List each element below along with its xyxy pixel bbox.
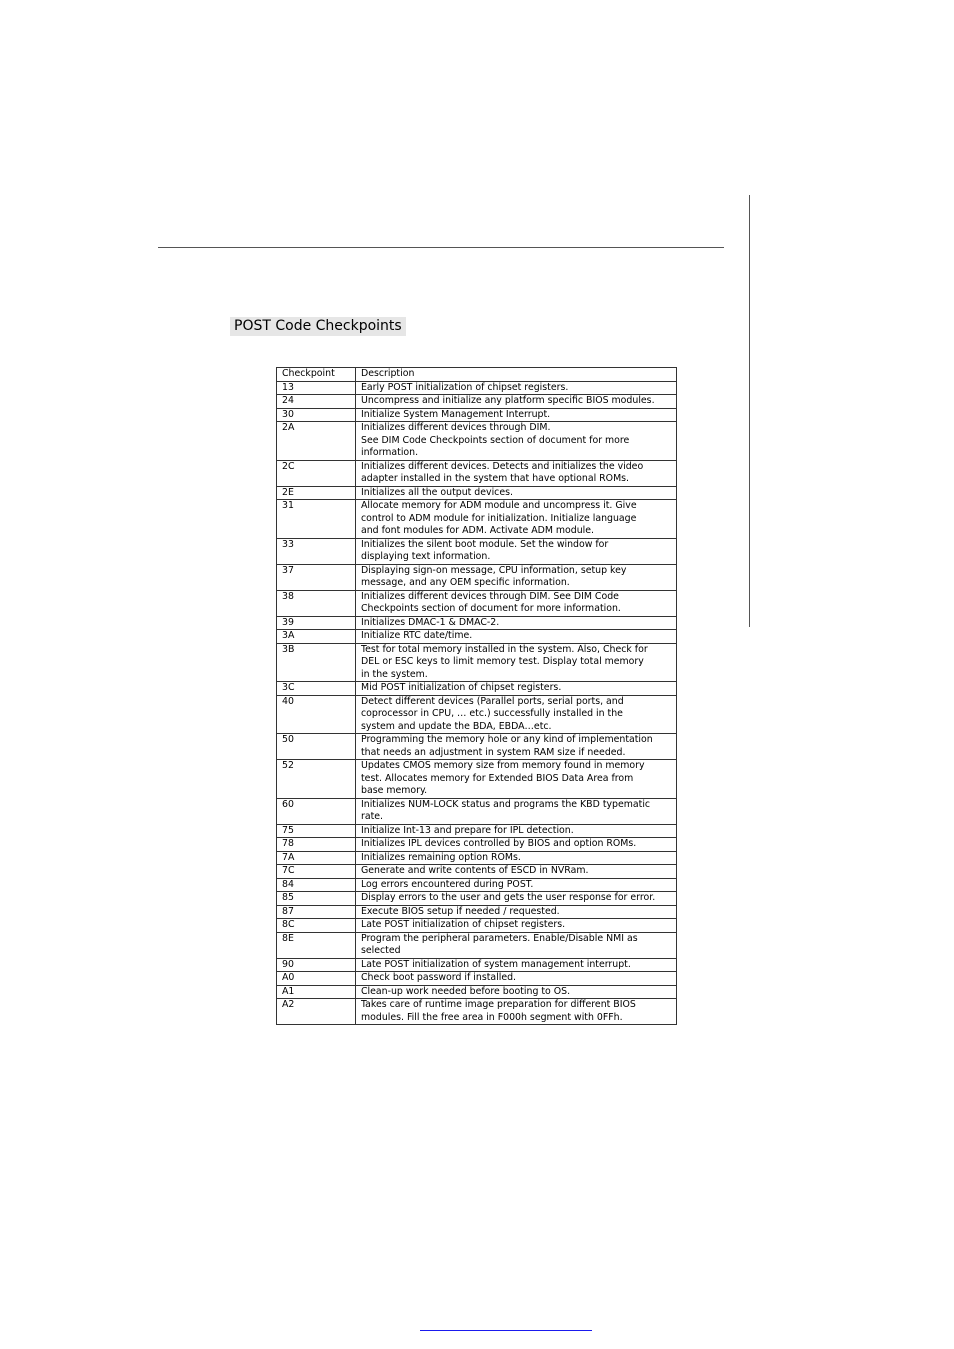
checkpoint-code: A2 [277, 999, 356, 1025]
description-line: Execute BIOS setup if needed / requested. [361, 905, 560, 917]
description-line: Initializes all the output devices. [361, 486, 513, 498]
description-line: Uncompress and initialize any platform specific BIOS modules. [361, 395, 655, 406]
checkpoint-code: 3A [277, 630, 356, 644]
checkpoint-code: 87 [277, 905, 356, 919]
checkpoint-description [356, 905, 677, 919]
table-row [277, 878, 677, 892]
checkpoint-code: 2C [277, 460, 356, 486]
table-row [277, 892, 677, 906]
table-row [277, 760, 677, 799]
checkpoint-description [356, 851, 677, 865]
table-row [277, 538, 677, 564]
description-line: modules. Fill the free area in F000h segment with 0FFh. [361, 1011, 623, 1023]
table-row [277, 630, 677, 644]
description-line: selected [361, 945, 401, 956]
checkpoint-description [356, 682, 677, 696]
description-line: Initializes NUM-LOCK status and programs the KBD typematic [361, 798, 651, 810]
checkpoint-code: A0 [277, 972, 356, 986]
checkpoint-description [356, 422, 677, 461]
description-line: Late POST initialization of chipset registers. [361, 919, 566, 930]
checkpoint-description [356, 564, 677, 590]
table-row [277, 851, 677, 865]
checkpoint-code: 33 [277, 538, 356, 564]
table-row [277, 972, 677, 986]
table-row [277, 590, 677, 616]
checkpoint-code: 13 [277, 381, 356, 395]
checkpoint-description [356, 999, 677, 1025]
checkpoint-code: 84 [277, 878, 356, 892]
checkpoint-description [356, 824, 677, 838]
checkpoint-description [356, 500, 677, 539]
checkpoint-description [356, 408, 677, 422]
checkpoint-code: 7C [277, 865, 356, 879]
checkpoint-description [356, 892, 677, 906]
description-line: coprocessor in CPU, … etc.) successfully installed in the [361, 708, 623, 719]
description-line: Test for total memory installed in the system. Also, Check for [361, 643, 648, 655]
section-title: POST Code Checkpoints [230, 317, 406, 336]
checkpoint-description [356, 878, 677, 892]
header-description: Description [356, 368, 677, 382]
description-line: Check boot password if installed. [361, 972, 517, 983]
table-row [277, 616, 677, 630]
table-row [277, 395, 677, 409]
table-row [277, 905, 677, 919]
description-line: Initialize RTC date/time. [361, 630, 473, 641]
table-row [277, 919, 677, 933]
description-line: information. [361, 447, 419, 458]
description-line: Programming the memory hole or any kind of implementation [361, 734, 653, 745]
table-row [277, 682, 677, 696]
checkpoint-description [356, 838, 677, 852]
description-line: Program the peripheral parameters. Enable/Disable NMI as [361, 932, 638, 944]
table-body [277, 381, 677, 1025]
checkpoint-description [356, 630, 677, 644]
table-row [277, 824, 677, 838]
header-checkpoint: Checkpoint [277, 368, 356, 382]
table-row [277, 798, 677, 824]
table-row [277, 422, 677, 461]
checkpoint-code: 75 [277, 824, 356, 838]
description-line: Generate and write contents of ESCD in NVRam. [361, 865, 589, 876]
checkpoint-description [356, 460, 677, 486]
checkpoint-description [356, 932, 677, 958]
checkpoint-code: 7A [277, 851, 356, 865]
description-line: Mid POST initialization of chipset registers. [361, 682, 562, 693]
description-line: Initializes IPL devices controlled by BIOS and option ROMs. [361, 838, 637, 849]
checkpoint-code: 8E [277, 932, 356, 958]
checkpoint-description [356, 381, 677, 395]
table-header-row [277, 368, 677, 382]
checkpoint-code: 24 [277, 395, 356, 409]
table-row [277, 500, 677, 539]
description-line: Initializes different devices. Detects and initializes the video [361, 460, 644, 472]
checkpoint-code: 2E [277, 486, 356, 500]
table-row [277, 932, 677, 958]
checkpoint-description [356, 616, 677, 630]
description-line: in the system. [361, 668, 428, 680]
description-line: Initializes different devices through DIM. [361, 422, 551, 433]
description-line: Clean-up work needed before booting to OS. [361, 985, 571, 997]
post-code-table [276, 367, 677, 1025]
checkpoint-description [356, 985, 677, 999]
checkpoint-code: 38 [277, 590, 356, 616]
checkpoint-description [356, 958, 677, 972]
description-line: adapter installed in the system that have optional ROMs. [361, 473, 630, 484]
checkpoint-description [356, 865, 677, 879]
checkpoint-code: 60 [277, 798, 356, 824]
checkpoint-code: 52 [277, 760, 356, 799]
checkpoint-description [356, 972, 677, 986]
checkpoint-code: 2A [277, 422, 356, 461]
footer-link-underline[interactable] [420, 1330, 592, 1331]
description-line: Initialize System Management Interrupt. [361, 408, 551, 420]
description-line: Takes care of runtime image preparation for different BIOS [361, 999, 636, 1010]
description-line: rate. [361, 811, 384, 822]
checkpoint-code: 39 [277, 616, 356, 630]
checkpoint-description [356, 798, 677, 824]
description-line: Updates CMOS memory size from memory found in memory [361, 760, 645, 771]
checkpoint-code: 40 [277, 695, 356, 734]
description-line: and font modules for ADM. Activate ADM module. [361, 525, 595, 536]
table-row [277, 408, 677, 422]
checkpoint-code: 85 [277, 892, 356, 906]
checkpoint-code: 8C [277, 919, 356, 933]
table-row [277, 695, 677, 734]
description-line: base memory. [361, 785, 428, 796]
table-row [277, 838, 677, 852]
checkpoint-description [356, 538, 677, 564]
table-row [277, 985, 677, 999]
checkpoint-description [356, 695, 677, 734]
description-line: Initializes different devices through DIM. See DIM Code [361, 590, 619, 602]
checkpoint-code: A1 [277, 985, 356, 999]
side-rule [749, 195, 750, 627]
checkpoint-code: 3C [277, 682, 356, 696]
table-row [277, 564, 677, 590]
description-line: Initializes remaining option ROMs. [361, 851, 521, 863]
description-line: Allocate memory for ADM module and uncompress it. Give [361, 500, 637, 511]
description-line: Late POST initialization of system management interrupt. [361, 958, 631, 970]
description-line: Initializes DMAC-1 & DMAC-2. [361, 616, 500, 628]
description-line: system and update the BDA, EBDA…etc. [361, 720, 552, 732]
description-line: Displaying sign-on message, CPU information, setup key [361, 564, 627, 576]
description-line: Early POST initialization of chipset registers. [361, 381, 569, 393]
description-line: that needs an adjustment in system RAM size if needed. [361, 746, 626, 758]
checkpoint-code: 30 [277, 408, 356, 422]
description-line: Display errors to the user and gets the user response for error. [361, 892, 656, 903]
table-row [277, 958, 677, 972]
checkpoint-description [356, 734, 677, 760]
checkpoint-code: 78 [277, 838, 356, 852]
checkpoint-description [356, 919, 677, 933]
table-row [277, 999, 677, 1025]
table-row [277, 460, 677, 486]
checkpoint-description [356, 590, 677, 616]
checkpoint-code: 50 [277, 734, 356, 760]
description-line: Initializes the silent boot module. Set the window for [361, 538, 609, 550]
description-line: displaying text information. [361, 551, 491, 562]
description-line: message, and any OEM specific information. [361, 577, 570, 588]
table-row [277, 643, 677, 682]
description-line: Detect different devices (Parallel ports, serial ports, and [361, 695, 624, 707]
checkpoint-code: 31 [277, 500, 356, 539]
description-line: Checkpoints section of document for more information. [361, 603, 621, 614]
checkpoint-description [356, 486, 677, 500]
checkpoint-code: 90 [277, 958, 356, 972]
table-row [277, 865, 677, 879]
table-row [277, 381, 677, 395]
description-line: DEL or ESC keys to limit memory test. Display total memory [361, 656, 644, 667]
checkpoint-description [356, 395, 677, 409]
header-rule [158, 247, 724, 248]
description-line: Log errors encountered during POST. [361, 878, 534, 890]
description-line: control to ADM module for initialization. Initialize language [361, 512, 637, 524]
description-line: Initialize Int-13 and prepare for IPL detection. [361, 824, 574, 836]
checkpoint-description [356, 760, 677, 799]
table-row [277, 734, 677, 760]
description-line: See DIM Code Checkpoints section of document for more [361, 434, 630, 446]
checkpoint-code: 3B [277, 643, 356, 682]
checkpoint-description [356, 643, 677, 682]
checkpoint-code: 37 [277, 564, 356, 590]
table-row [277, 486, 677, 500]
description-line: test. Allocates memory for Extended BIOS Data Area from [361, 772, 634, 784]
